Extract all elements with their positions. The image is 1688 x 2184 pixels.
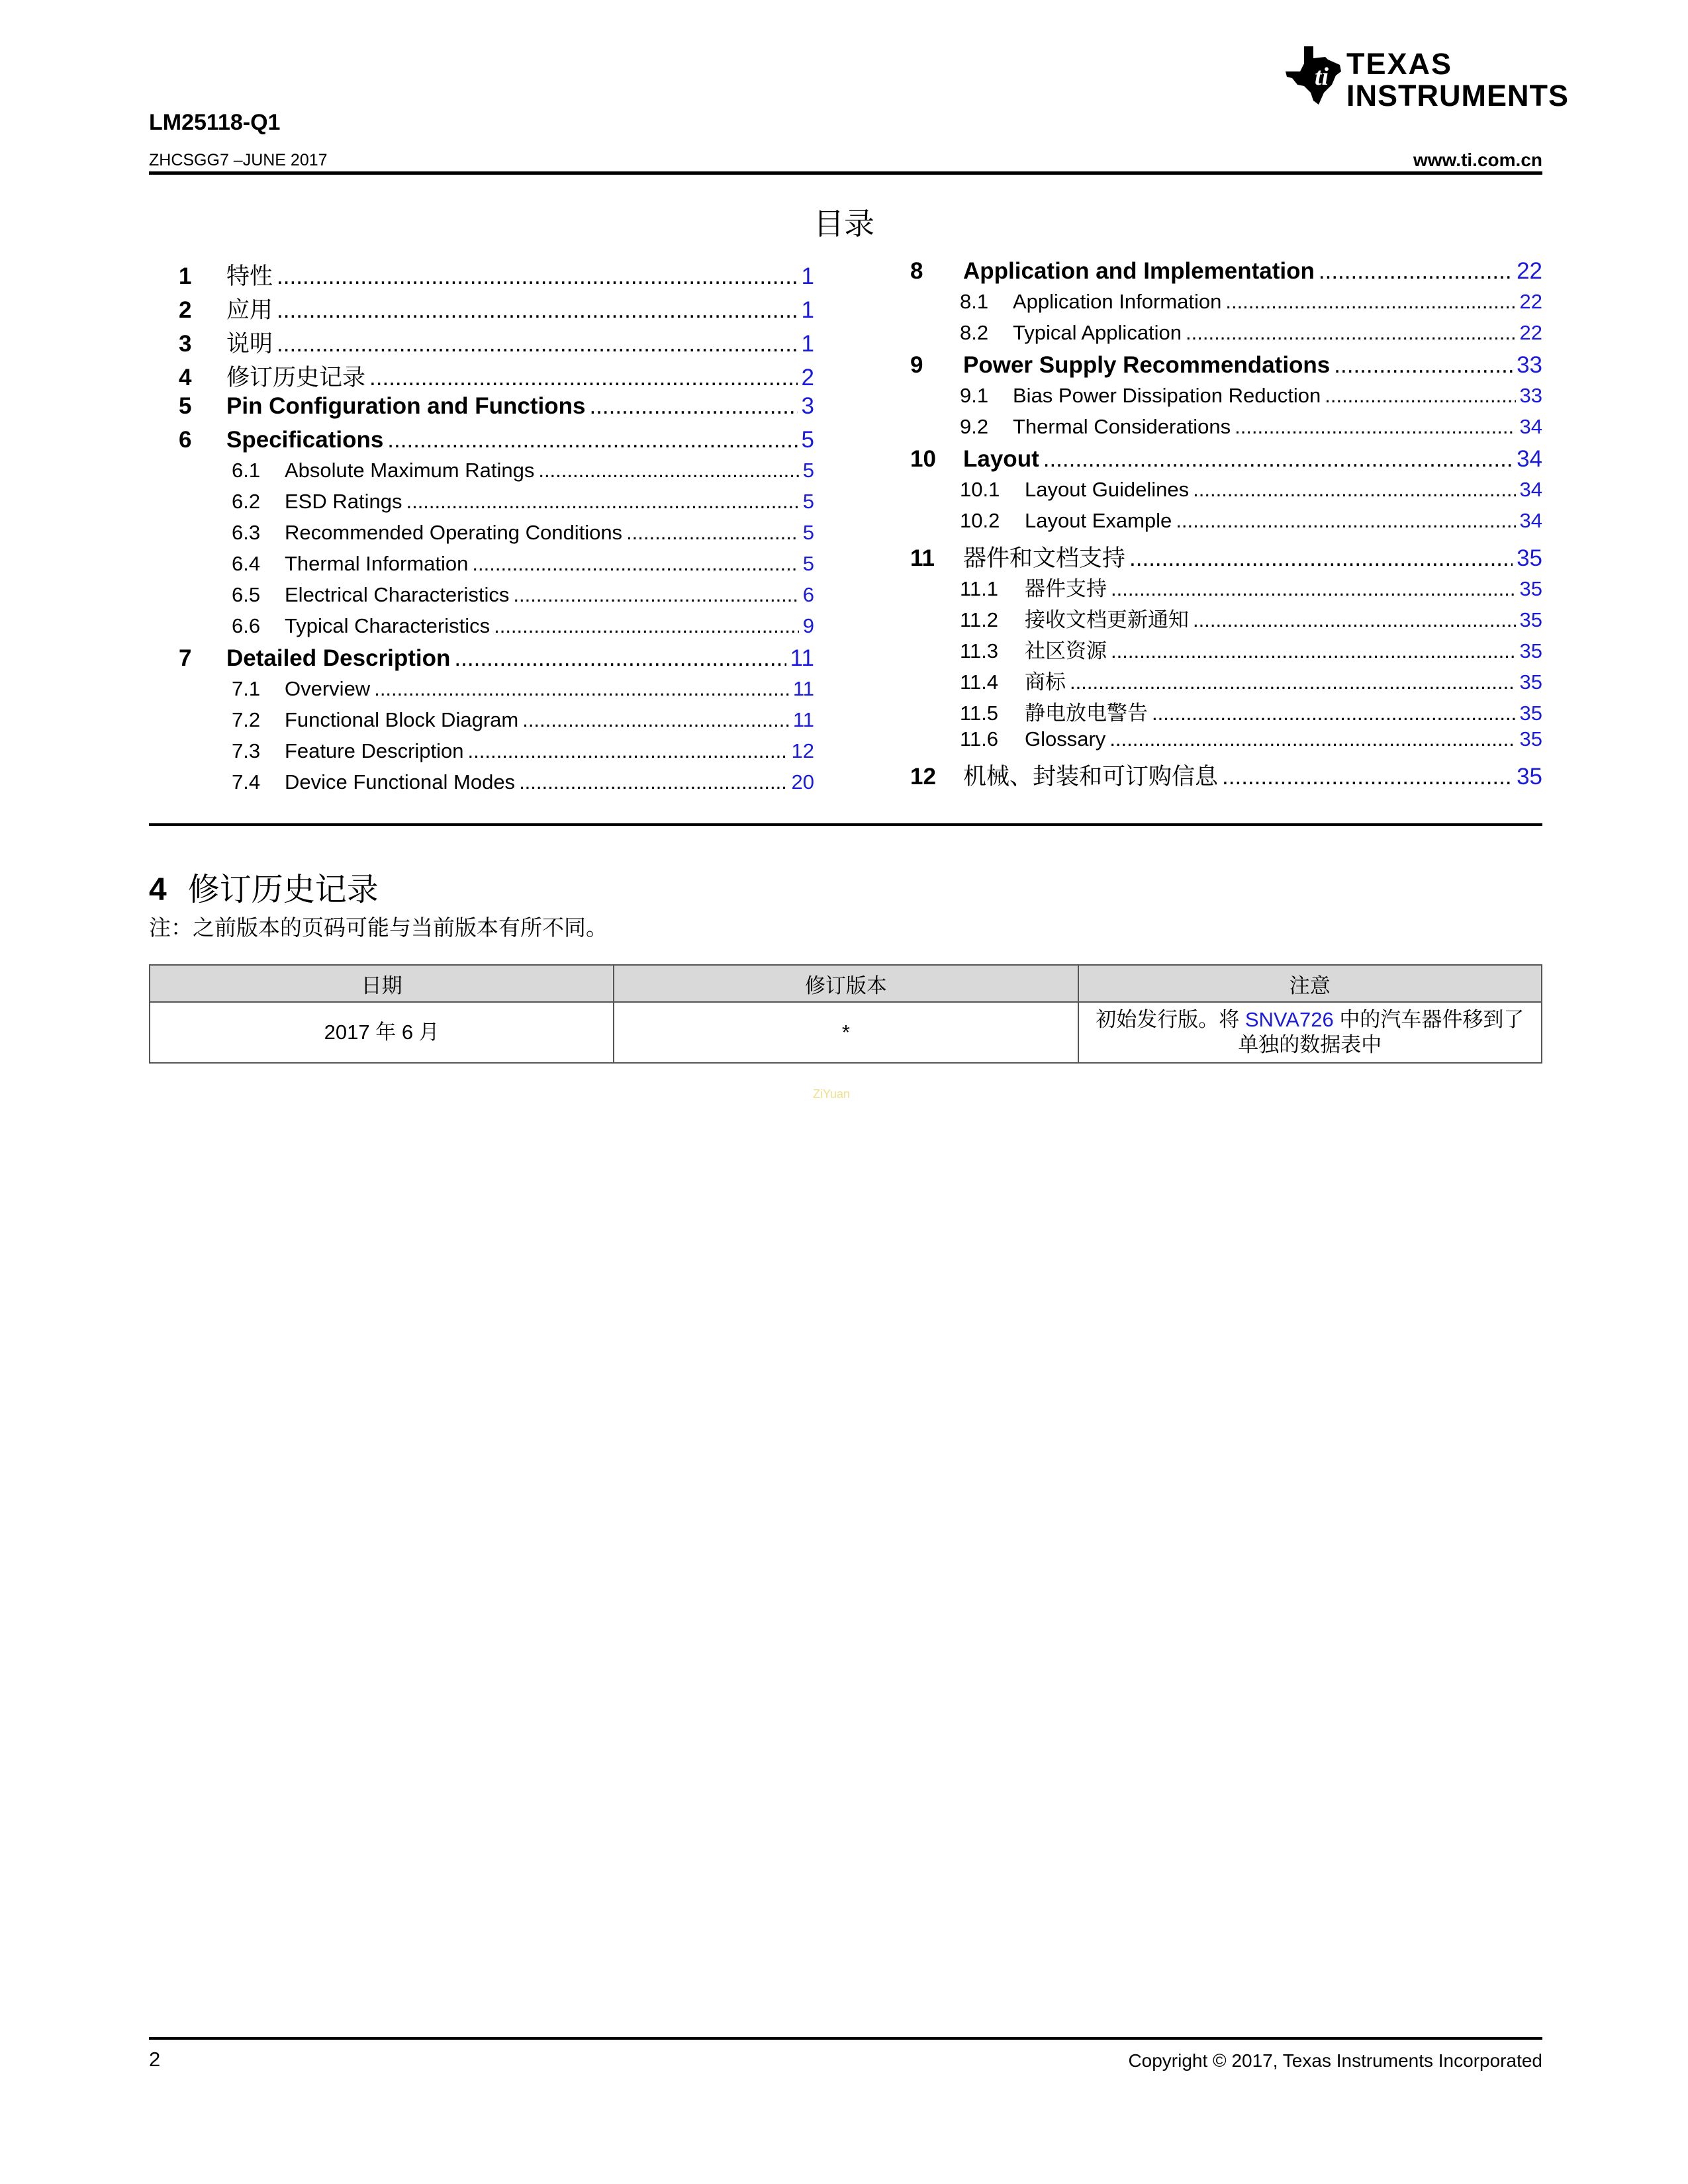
revision-note: 注：之前版本的页码可能与当前版本有所不同。 <box>149 915 608 940</box>
toc-entry-title: Absolute Maximum Ratings <box>285 459 535 482</box>
toc-leader-dots <box>374 677 789 701</box>
toc-entry-number: 10.2 <box>960 509 1000 532</box>
logo-text-line2: INSTRUMENTS <box>1346 79 1569 113</box>
toc-page-link[interactable]: 35 <box>1519 577 1542 600</box>
toc-entry[interactable] <box>179 645 814 679</box>
toc-entry-title: Glossary <box>1025 727 1106 751</box>
revision-section-heading <box>149 864 379 909</box>
toc-leader-dots <box>1186 321 1515 345</box>
toc-leader-dots <box>1152 702 1516 725</box>
toc-entry-number: 7.3 <box>232 739 261 762</box>
toc-entry-title: 器件和文档支持 <box>963 545 1126 571</box>
toc-leader-dots <box>522 708 789 732</box>
footer-divider <box>149 2037 1542 2040</box>
toc-entry[interactable] <box>910 478 1542 509</box>
document-id: ZHCSGG7 –JUNE 2017 <box>149 151 328 169</box>
toc-entry-number: 6.3 <box>232 521 261 544</box>
toc-leader-dots <box>1193 608 1516 632</box>
toc-entry-number: 11.1 <box>960 577 999 600</box>
toc-page-link[interactable]: 34 <box>1519 415 1542 438</box>
toc-page-link[interactable]: 22 <box>1519 290 1542 313</box>
toc-entry[interactable] <box>179 677 814 708</box>
toc-entry[interactable] <box>179 490 814 521</box>
toc-page-link[interactable]: 5 <box>802 521 814 544</box>
toc-leader-dots <box>1235 415 1515 439</box>
toc-entry-number: 6 <box>179 427 192 453</box>
toc-page-link[interactable]: 34 <box>1517 446 1542 472</box>
toc-entry-number: 11.4 <box>960 670 999 694</box>
toc-entry-number: 11.3 <box>960 639 999 662</box>
toc-entry-number: 8 <box>910 258 923 284</box>
note-text-after: 中的汽车器件移到了单独的数据表中 <box>1238 1008 1524 1056</box>
toc-entry-number: 9 <box>910 352 923 378</box>
toc-leader-dots <box>369 365 798 391</box>
toc-entry-title: 说明 <box>226 331 273 357</box>
ti-logo <box>1284 45 1569 118</box>
toc-page-link[interactable]: 35 <box>1519 639 1542 662</box>
toc-page-link[interactable]: 5 <box>801 427 814 453</box>
toc-leader-dots <box>626 521 799 545</box>
table-header-row <box>150 965 1542 1002</box>
toc-entry-number: 9.1 <box>960 384 989 407</box>
toc-entry[interactable] <box>179 427 814 461</box>
toc-leader-dots <box>519 770 787 794</box>
toc-entry-number: 11.5 <box>960 702 999 725</box>
toc-entry[interactable] <box>179 359 814 393</box>
section-number: 4 <box>149 872 167 907</box>
table-row <box>150 1002 1542 1063</box>
toc-page-link[interactable]: 11 <box>792 677 814 700</box>
toc-leader-dots <box>468 739 788 763</box>
texas-state-icon <box>1284 45 1342 106</box>
toc-entry-title: 器件支持 <box>1025 577 1107 600</box>
section-title: 修订历史记录 <box>187 872 379 907</box>
toc-entry-title: Bias Power Dissipation Reduction <box>1013 384 1321 407</box>
toc-leader-dots <box>1109 727 1515 751</box>
toc-entry-title: Feature Description <box>285 739 464 762</box>
toc-entry-title: 静电放电警告 <box>1025 702 1148 725</box>
toc-page-link[interactable]: 12 <box>791 739 814 762</box>
toc-leader-dots <box>454 645 786 672</box>
website-link[interactable]: www.ti.com.cn <box>1413 150 1542 170</box>
toc-leader-dots <box>1176 509 1515 533</box>
toc-entry[interactable] <box>179 258 814 292</box>
toc-page-link[interactable]: 5 <box>802 459 814 482</box>
toc-entry[interactable] <box>910 321 1542 352</box>
toc-page-link[interactable]: 5 <box>802 490 814 513</box>
toc-entry-number: 10.1 <box>960 478 1000 501</box>
toc-entry-title: Detailed Description <box>226 645 451 671</box>
toc-entry[interactable] <box>910 352 1542 386</box>
toc-entry-title: Device Functional Modes <box>285 770 516 794</box>
toc-leader-dots <box>1043 446 1513 473</box>
toc-entry[interactable] <box>910 696 1542 727</box>
toc-leader-dots <box>1193 478 1515 502</box>
toc-entry-title: Layout <box>963 446 1039 472</box>
toc-leader-dots <box>1129 545 1513 572</box>
toc-title: 目录 <box>814 206 874 241</box>
toc-leader-dots <box>589 393 797 420</box>
toc-entry-title: Layout Example <box>1025 509 1172 532</box>
toc-entry-number: 6.5 <box>232 583 261 606</box>
toc-entry-number: 12 <box>910 764 936 790</box>
toc-page-link[interactable]: 1 <box>801 263 814 289</box>
toc-leader-dots <box>494 614 799 638</box>
toc-divider <box>149 823 1542 826</box>
revision-table <box>149 964 1542 1064</box>
toc-entry[interactable] <box>179 459 814 490</box>
toc-leader-dots <box>538 459 798 482</box>
toc-entry-number: 10 <box>910 446 936 472</box>
cell-date: 2017 年 6 月 <box>150 1002 614 1063</box>
toc-entry[interactable] <box>179 326 814 359</box>
toc-entry-number: 6.4 <box>232 552 261 575</box>
toc-entry-title: 机械、封装和可订购信息 <box>963 764 1219 790</box>
toc-entry[interactable] <box>179 583 814 614</box>
toc-entry[interactable] <box>910 540 1542 574</box>
toc-entry-title: 特性 <box>226 263 273 289</box>
column-header-revision: 修订版本 <box>614 965 1078 1002</box>
toc-entry[interactable] <box>179 614 814 645</box>
toc-entry-number: 2 <box>179 297 192 323</box>
toc-page-link[interactable]: 35 <box>1517 545 1542 571</box>
toc-entry-title: ESD Ratings <box>285 490 402 513</box>
toc-leader-dots <box>1111 639 1516 663</box>
toc-page-link[interactable]: 1 <box>801 331 814 357</box>
toc-entry[interactable] <box>179 770 814 801</box>
toc-entry-title: 商标 <box>1025 670 1066 694</box>
toc-entry-title: Pin Configuration and Functions <box>226 393 586 419</box>
svg-text:ti: ti <box>1315 63 1329 91</box>
toc-entry-title: Functional Block Diagram <box>285 708 519 731</box>
toc-entry[interactable] <box>910 634 1542 665</box>
toc-entry-title: Typical Application <box>1013 321 1182 344</box>
toc-leader-dots <box>1222 764 1513 790</box>
toc-page-link[interactable]: 34 <box>1519 478 1542 501</box>
toc-entry-number: 11.2 <box>960 608 999 631</box>
header-divider <box>149 171 1542 175</box>
toc-entry-title: Thermal Information <box>285 552 469 575</box>
toc-page-link[interactable]: 22 <box>1519 321 1542 344</box>
toc-entry-title: Application and Implementation <box>963 258 1315 284</box>
toc-entry[interactable] <box>910 415 1542 446</box>
toc-leader-dots <box>1070 670 1516 694</box>
toc-entry-number: 7.2 <box>232 708 261 731</box>
toc-entry[interactable] <box>910 290 1542 321</box>
toc-page-link[interactable]: 22 <box>1517 258 1542 284</box>
part-number: LM25118-Q1 <box>149 110 281 135</box>
toc-page-link[interactable]: 35 <box>1519 608 1542 631</box>
toc-entry-title: Specifications <box>226 427 384 453</box>
toc-entry[interactable] <box>910 446 1542 480</box>
toc-entry-title: Application Information <box>1013 290 1222 313</box>
toc-entry-number: 4 <box>179 365 192 390</box>
toc-entry[interactable] <box>910 727 1542 758</box>
toc-entry-number: 8.1 <box>960 290 989 313</box>
toc-leader-dots <box>387 427 797 453</box>
toc-leader-dots <box>277 331 798 357</box>
toc-leader-dots <box>277 297 798 324</box>
toc-leader-dots <box>1334 352 1513 379</box>
toc-leader-dots <box>1111 577 1516 601</box>
toc-entry-title: Power Supply Recommendations <box>963 352 1331 378</box>
toc-entry[interactable] <box>910 509 1542 540</box>
toc-entry[interactable] <box>910 258 1542 292</box>
toc-entry-number: 8.2 <box>960 321 989 344</box>
toc-page-link[interactable]: 35 <box>1517 764 1542 790</box>
toc-page-link[interactable]: 5 <box>802 552 814 575</box>
toc-entry[interactable] <box>179 292 814 326</box>
logo-text-line1: TEXAS <box>1346 47 1453 81</box>
page-number: 2 <box>149 2048 161 2071</box>
toc-leader-dots <box>406 490 798 514</box>
column-header-notes: 注意 <box>1078 965 1542 1002</box>
toc-left-column <box>179 258 814 801</box>
toc-entry-title: Recommended Operating Conditions <box>285 521 623 544</box>
snva726-link[interactable]: SNVA726 <box>1244 1008 1334 1031</box>
toc-entry[interactable] <box>179 521 814 552</box>
toc-leader-dots <box>277 263 798 290</box>
toc-page-link[interactable]: 1 <box>801 297 814 323</box>
toc-page-link[interactable]: 35 <box>1519 702 1542 725</box>
toc-entry-number: 7.4 <box>232 770 261 794</box>
toc-leader-dots <box>472 552 798 576</box>
toc-entry[interactable] <box>179 552 814 583</box>
toc-entry-number: 5 <box>179 393 192 419</box>
toc-entry-title: Layout Guidelines <box>1025 478 1190 501</box>
note-text-before: 初始发行版。将 <box>1096 1008 1245 1031</box>
watermark: ZiYuan <box>813 1087 851 1101</box>
toc-entry-number: 3 <box>179 331 192 357</box>
toc-leader-dots <box>1225 290 1515 314</box>
toc-entry[interactable] <box>910 665 1542 696</box>
toc-page-link[interactable]: 20 <box>791 770 814 794</box>
toc-leader-dots <box>1325 384 1515 408</box>
toc-page-link[interactable]: 33 <box>1519 384 1542 407</box>
toc-entry-title: Typical Characteristics <box>285 614 491 637</box>
toc-page-link[interactable]: 3 <box>801 393 814 419</box>
toc-entry-title: 社区资源 <box>1025 639 1107 662</box>
toc-page-link[interactable]: 11 <box>790 645 814 671</box>
toc-entry-number: 7 <box>179 645 192 671</box>
toc-entry[interactable] <box>910 572 1542 603</box>
toc-entry[interactable] <box>910 758 1542 792</box>
toc-leader-dots <box>1319 258 1513 285</box>
cell-notes <box>1078 1002 1542 1063</box>
toc-page-link[interactable]: 35 <box>1519 670 1542 694</box>
toc-page-link[interactable]: 6 <box>802 583 814 606</box>
toc-entry-title: Thermal Considerations <box>1013 415 1231 438</box>
toc-entry-number: 1 <box>179 263 192 289</box>
toc-page-link[interactable]: 2 <box>801 365 814 390</box>
toc-page-link[interactable]: 35 <box>1519 727 1542 751</box>
toc-page-link[interactable]: 34 <box>1519 509 1542 532</box>
toc-entry-number: 6.6 <box>232 614 261 637</box>
toc-entry-title: 接收文档更新通知 <box>1025 608 1189 631</box>
toc-entry[interactable] <box>910 384 1542 415</box>
toc-entry[interactable] <box>910 603 1542 634</box>
toc-entry-title: 修订历史记录 <box>226 365 366 390</box>
toc-page-link[interactable]: 9 <box>802 614 814 637</box>
toc-right-column <box>910 258 1542 792</box>
toc-entry-number: 9.2 <box>960 415 989 438</box>
copyright: Copyright © 2017, Texas Instruments Incorporated <box>1128 2050 1542 2071</box>
toc-entry[interactable] <box>179 393 814 427</box>
toc-entry[interactable] <box>179 739 814 770</box>
toc-entry-number: 6.1 <box>232 459 261 482</box>
toc-entry-title: 应用 <box>226 297 273 323</box>
toc-entry-number: 7.1 <box>232 677 261 700</box>
cell-revision: * <box>614 1002 1078 1063</box>
toc-page-link[interactable]: 33 <box>1517 352 1542 378</box>
toc-leader-dots <box>513 583 798 607</box>
column-header-date: 日期 <box>150 965 614 1002</box>
toc-entry[interactable] <box>179 708 814 739</box>
toc-entry-title: Electrical Characteristics <box>285 583 510 606</box>
toc-entry-number: 6.2 <box>232 490 261 513</box>
toc-entry-title: Overview <box>285 677 371 700</box>
toc-entry-number: 11 <box>910 545 935 571</box>
toc-entry-number: 11.6 <box>960 727 999 751</box>
toc-page-link[interactable]: 11 <box>792 708 814 731</box>
